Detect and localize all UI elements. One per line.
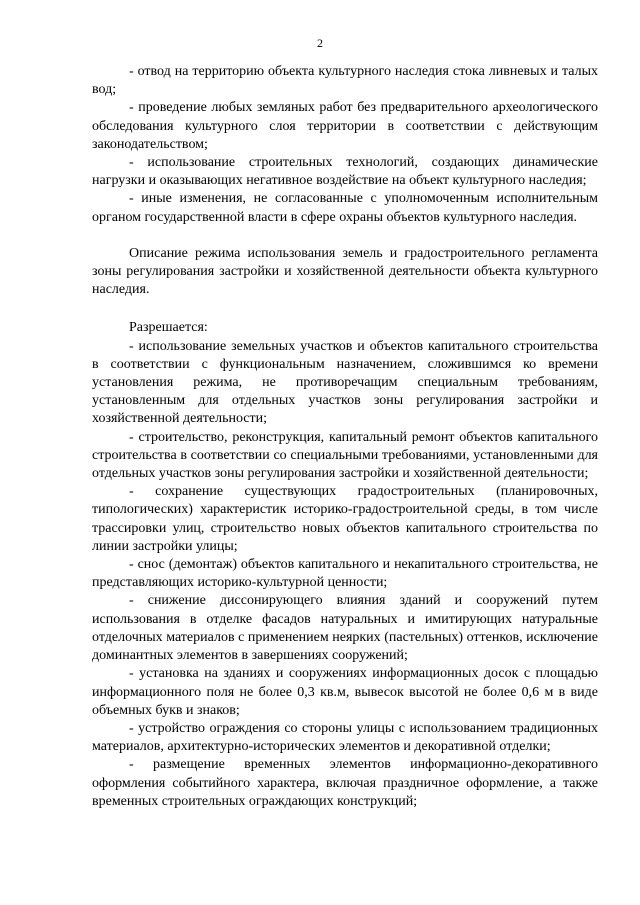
list-item: - использование земельных участков и объектов капитального строительства в соответствии с функциональным назначением, сложившимся ко времени установления режима, не противоречащим специальным требованиям, установленным для отдельных участков зоны регулирования застройки и хозяйственной деятельности; bbox=[92, 338, 598, 427]
list-item: - проведение любых земляных работ без предварительного археологического обследования культурного слоя территории в соответствии с действующим законодательством; bbox=[92, 100, 598, 152]
list-item: - устройство ограждения со стороны улицы с использованием традиционных материалов, архитектурно-исторических элементов и декоративной отделки; bbox=[92, 720, 598, 755]
list-item: - использование строительных технологий, создающих динамические нагрузки и оказывающих негативное воздействие на объект культурного наследия; bbox=[92, 155, 598, 189]
page-number: 2 bbox=[317, 36, 323, 50]
list-item: - иные изменения, не согласованные с уполномоченным исполнительным органом государственной власти в сфере охраны объектов культурного наследия. bbox=[92, 191, 598, 225]
list-item: - снижение диссонирующего влияния зданий и сооружений путем использования в отделке фасадов натуральных и имитирующих натуральные отделочных материалов с применением неярких (пастельных) оттенков, исключение доминантных элементов в завершениях сооружений; bbox=[92, 593, 598, 664]
list-item: - размещение временных элементов информационно-декоративного оформления событийного характера, включая праздничное оформление, а также временных строительных ограждающих конструкций; bbox=[92, 757, 598, 809]
permitted-label: Разрешается: bbox=[129, 320, 208, 336]
section-heading: Описание режима использования земель и градостроительного регламента зоны регулирования застройки и хозяйственной деятельности объекта культурного наследия. bbox=[92, 245, 598, 298]
paragraph-gap bbox=[92, 227, 598, 245]
list-item: - снос (демонтаж) объектов капитального и некапитального строительства, не представляющих историко-культурной ценности; bbox=[92, 557, 598, 591]
list-item: - строительство, реконструкция, капитальный ремонт объектов капитального строительства в соответствии со специальными требованиями, установленными для отдельных участков зоны регулирования застройки и хозяйственной деятельности; bbox=[92, 429, 598, 482]
paragraph-gap bbox=[92, 299, 598, 319]
list-item: - сохранение существующих градостроительных (планировочных, типологических) характеристик историко-градостроительной среды, в том числе трассировки улиц, строительство новых объектов капитального строительства по линии застройки улицы; bbox=[92, 484, 598, 554]
document-body bbox=[92, 63, 598, 811]
list-item: - установка на зданиях и сооружениях информационных досок с площадью информационного поля не более 0,3 кв.м, вывесок высотой не более 0,6 м в виде объемных букв и знаков; bbox=[92, 666, 598, 718]
list-item: - отвод на территорию объекта культурного наследия стока ливневых и талых вод; bbox=[92, 64, 598, 98]
